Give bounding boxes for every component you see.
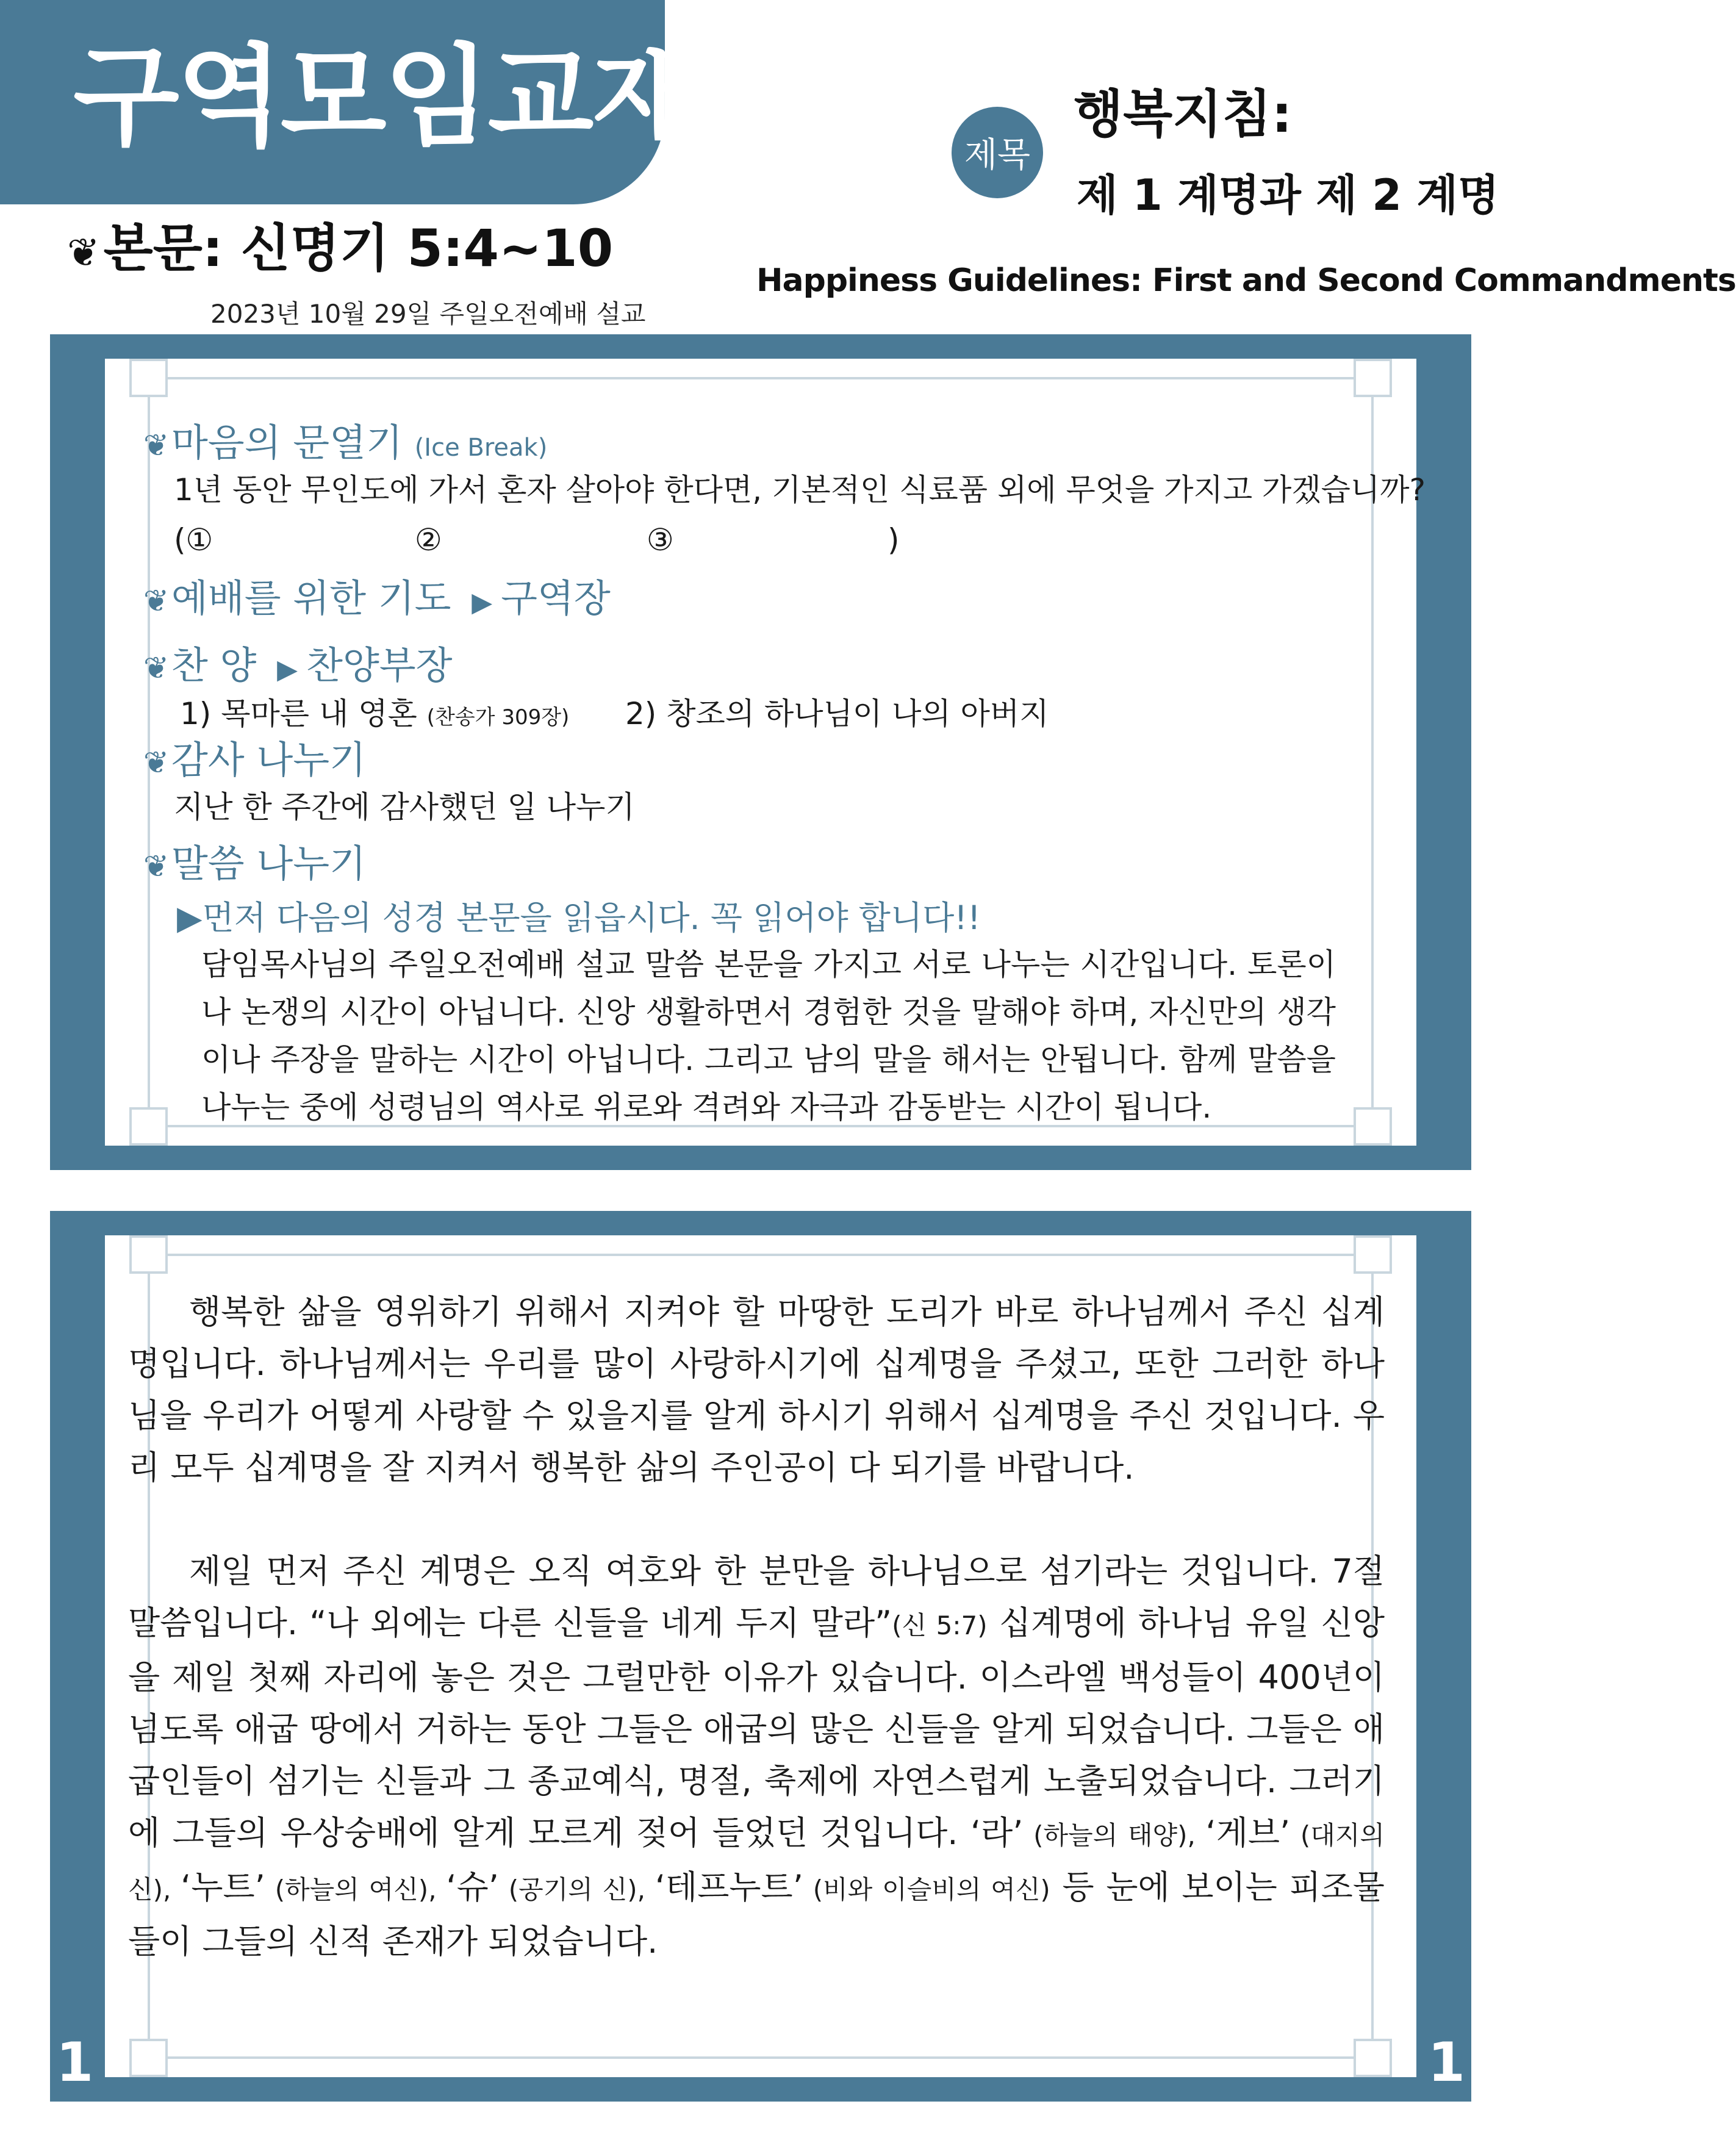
booklet-title: 구역모임교재: [73, 34, 695, 161]
arrow-icon: ▶: [472, 587, 493, 618]
thanks-text: 지난 한 주간에 감사했던 일 나누기: [174, 789, 635, 825]
icebreak-heading: ❦마음의 문열기 (Ice Break): [143, 420, 548, 465]
thanks-heading: ❦감사 나누기: [143, 738, 367, 782]
frame-corner: [129, 2039, 168, 2077]
praise-song-1: 1) 목마른 내 영혼 (찬송가 309장): [180, 696, 570, 731]
icebreak-heading-en: (Ice Break): [414, 434, 548, 462]
frame-corner: [1354, 2039, 1392, 2077]
praise-heading: ❦찬 양 ▶ 찬양부장: [143, 643, 453, 688]
praise-song-2: 2) 창조의 하나님이 나의 아버지: [625, 696, 1049, 731]
page-number-right: 1: [1427, 2031, 1465, 2094]
sermon-title-english: Happiness Guidelines: First and Second Commandments: [756, 262, 1736, 299]
prayer-heading: ❦예배를 위한 기도 ▶ 구역장: [143, 576, 611, 620]
frame-corner: [1354, 359, 1392, 397]
leaf-bullet-icon: ❦: [143, 650, 169, 686]
icebreak-answer-blanks: (① ② ③ ): [174, 522, 900, 558]
topic-badge: 제목: [952, 107, 1043, 198]
page-number-left: 1: [56, 2031, 94, 2094]
leaf-bullet-icon: ❦: [143, 583, 169, 619]
bible-ref-value: 신명기 5:4~10: [240, 218, 614, 278]
frame-corner: [1354, 1107, 1392, 1146]
verse-citation: (신 5:7): [892, 1610, 988, 1640]
frame-corner: [1354, 1235, 1392, 1274]
sermon-title-line2: 제 1 계명과 제 2 계명: [1077, 170, 1499, 220]
leaf-bullet-icon: ❦: [143, 428, 169, 463]
sermon-paragraph-1: 행복한 삶을 영위하기 위해서 지켜야 할 마땅한 도리가 바로 하나님께서 주신 십계명입니다. 하나님께서는 우리를 많이 사랑하시기에 십계명을 주셨고, 또한 그러한 하나님을 우리가 어떻게 사랑할 수 있을지를 알게 하시기 위해서 십계명을 주신 것입니다. 우리 모두 십계명을 잘 지켜서 행복한 삶의 주인공이 다 되기를 바랍니다.: [128, 1293, 1385, 1487]
word-heading: ❦말씀 나누기: [143, 841, 367, 886]
sermon-paragraph-2: 제일 먼저 주신 계명은 오직 여호와 한 분만을 하나님으로 섬기라는 것입니다. 7절 말씀입니다. “나 외에는 다른 신들을 네게 두지 말라”(신 5:7) 십계명에 하나님 유일 신앙을 제일 첫째 자리에 놓은 것은 그럴만한 이유가 있습니다. 이스라엘 백성들이 400년이 넘도록 애굽 땅에서 거하는 동안 그들은 애굽의 많은 신들을 알게 되었습니다. 그들은 애굽인들이 섬기는 신들과 그 종교예식, 명절, 축제에 자연스럽게 노출되었습니다. 그러기에 그들의 우상숭배에 알게 모르게 젖어 들었던 것입니다. ‘라’ (하늘의 태양), ‘게브’ (대지의 신), ‘누트’ (하늘의 여신), ‘슈’ (공기의 신), ‘테프누트’ (비와 이슬비의 여신) 등 눈에 보이는 피조물들이 그들의 신적 존재가 되었습니다.: [128, 1552, 1385, 1961]
icebreak-question: 1년 동안 무인도에 가서 혼자 살아야 한다면, 기본적인 식료품 외에 무엇을 가지고 가겠습니까?: [174, 472, 1426, 508]
reading-instruction: ▶먼저 다음의 성경 본문을 읽읍시다. 꼭 읽어야 합니다!!: [177, 899, 981, 937]
frame-corner: [129, 359, 168, 397]
bible-ref-label: 본문:: [103, 218, 223, 278]
hymn-number: (찬송가 309장): [426, 705, 570, 730]
frame-corner: [129, 1107, 168, 1146]
frame-corner: [129, 1235, 168, 1274]
arrow-icon: ▶: [277, 654, 298, 685]
leaf-bullet-icon: ❦: [67, 231, 100, 276]
sermon-date: 2023년 10월 29일 주일오전예배 설교: [210, 299, 646, 329]
sermon-title-line1: 행복지침:: [1074, 84, 1293, 144]
leaf-bullet-icon: ❦: [143, 745, 169, 780]
bible-reference: [67, 218, 614, 278]
leaf-bullet-icon: ❦: [143, 849, 169, 884]
sharing-guideline: 담임목사님의 주일오전예배 설교 말씀 본문을 가지고 서로 나누는 시간입니다. 토론이나 논쟁의 시간이 아닙니다. 신앙 생활하면서 경험한 것을 말해야 하며, 자신만의 생각이나 주장을 말하는 시간이 아닙니다. 그리고 남의 말을 해서는 안됩니다. 함께 말씀을 나누는 중에 성령님의 역사로 위로와 격려와 자극과 감동받는 시간이 됩니다.: [201, 947, 1336, 1125]
